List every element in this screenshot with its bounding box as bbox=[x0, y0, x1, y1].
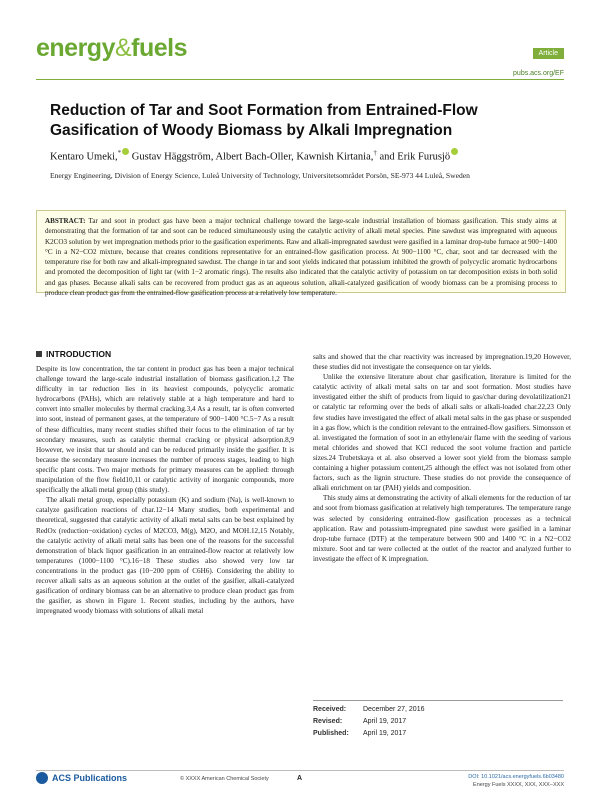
published-date: April 19, 2017 bbox=[363, 730, 407, 737]
page-number: A bbox=[297, 775, 303, 782]
affiliation: Energy Engineering, Division of Energy Science, Luleå University of Technology, Universitetsområdet Porsön, SE-973 44 Luleå, Sweden bbox=[50, 171, 470, 180]
received-date: December 27, 2016 bbox=[363, 706, 425, 713]
orcid-icon[interactable] bbox=[122, 148, 129, 155]
abstract-box bbox=[36, 210, 566, 298]
article-title: Reduction of Tar and Soot Formation from Entrained-Flow Gasification of Woody Biomass by Alkali Impregnation bbox=[50, 102, 478, 139]
abstract-text: Tar and soot in product gas have been a major technical challenge toward the large-scale industrial installation of biomass gasification. This study aims at demonstrating that the formation of tar and soot can be reduced simultaneously using the catalytic activity of alkali metal species. Pine sawdust was impregnated with aqueous K2CO3 solution by wet impregnation methods prior to the gasification experiments. Raw and alkali-impregnated sawdust were gasified in a laminar drop-tube furnace at 900−1400 °C in a N2−CO2 mixture, because that creates conditions representative for an entrained-flow gasification process. At 900−1100 °C, char, soot and tar decreased with the temperature rise for both raw and alkali-impregnated sawdust. The change in tar and soot yields indicated that potassium inhibited the growth of polycyclic aromatic hydrocarbons and promoted the decomposition of light tar (with 1−2 aromatic rings). The results also indicated that the catalytic activity of potassium on tar decomposition exists in both solid and gas phases. Because alkali salts can be recovered from product gas as an aqueous solution, alkali-catalyzed gasification of woody biomass can be a promising process to produce clean product gas from the entrained-flow gasification process at a relatively low temperature. bbox=[45, 217, 557, 298]
journal-logo: energy&fuels bbox=[36, 34, 188, 62]
abstract-label: ABSTRACT: bbox=[45, 217, 86, 225]
published-label: Published: bbox=[313, 730, 349, 737]
copyright: © XXXX American Chemical Society bbox=[180, 776, 269, 782]
header-divider bbox=[36, 79, 564, 80]
author-group[interactable]: Gustav Häggström, Albert Bach-Oller, Kawnish Kirtania, bbox=[131, 151, 374, 163]
section-heading-introduction: INTRODUCTION bbox=[36, 349, 111, 359]
left-column bbox=[36, 364, 294, 616]
revised-label: Revised: bbox=[313, 718, 343, 725]
journal-url-link[interactable]: pubs.acs.org/EF bbox=[513, 70, 564, 77]
author-list bbox=[50, 148, 570, 163]
author-last[interactable]: and Erik Furusjö bbox=[379, 151, 451, 163]
revised-date: April 19, 2017 bbox=[363, 718, 407, 725]
paragraph: Unlike the extensive literature about char gasification, literature is limited for the catalytic activity of alkali metal salts on tar and soot formation. Most studies have investigated either the shift of products from liquid to gas/char during devolatilization21 or catalytic tar reforming over the beds of alkali salts or alkali-loaded char.22,23 Only few studies have investigated the effect of alkali metal salts in the gas phase or suspended in a gas flow, which is the condition relevant to the entrained-flow gasifiers. Simonsson et al. investigated the formation of soot in an ethylene/air flame with the seeding of various metal chlorides and showed that KCl reduced the soot volume fraction and particle sizes.24 Trubetskaya et al. also observed a lower soot yield from the biomass sample containing a higher potassium content,25 although the effect was not isolated from other factors, such as the lignin structure. These studies do not provide the consequence of alkali enrichment on tar (PAH) yields and composition. bbox=[313, 373, 571, 493]
acs-logo-icon bbox=[36, 772, 48, 784]
publisher-logo[interactable]: ACS Publications bbox=[36, 772, 127, 784]
citation: Energy Fuels XXXX, XXX, XXX−XXX bbox=[473, 782, 564, 788]
affiliation-mark: † bbox=[373, 149, 377, 157]
section-bullet-icon bbox=[36, 351, 42, 357]
right-column bbox=[313, 352, 571, 564]
corresponding-mark: * bbox=[117, 149, 122, 157]
footer-divider bbox=[36, 770, 564, 771]
article-dates bbox=[313, 700, 563, 740]
doi-block bbox=[468, 773, 564, 789]
paragraph: salts and showed that the char reactivity was increased by impregnation.19,20 However, these studies did not investigate the consequence on tar yields. bbox=[313, 353, 571, 372]
paragraph: This study aims at demonstrating the activity of alkali elements for the reduction of tar and soot from biomass gasification at relatively high temperatures. The temperature range was selected by considering entrained-flow gasification processes as a technical application. Raw and potassium-impregnated pine sawdust were gasified in a laminar drop-tube furnace (DTF) at the temperature between 900 and 1400 °C in a N2−CO2 mixture. Soot and tar were collected at the outlet of the reactor and analyzed further to investigate the effect of K impregnation. bbox=[313, 494, 571, 563]
orcid-icon[interactable] bbox=[451, 148, 458, 155]
paragraph: Despite its low concentration, the tar content in product gas has been a major technical challenge toward the large-scale industrial installation of biomass gasification.1,2 The difficulty in tar reduction lies in its heaviest compounds, polycyclic aromatic hydrocarbons (PAHs), which are relatively stable at a high temperature and hard to convert into smaller molecules by thermal cracking.3,4 As a result, tar is often converted into soot, instead of permanent gases, at the temperature of 900−1400 °C.5−7 As a result of these difficulties, many recent studies shifted their focus to the elimination of tar by secondary measures, such as catalytic thermal cracking or physical adsorption.8,9 However, we insist that tar should and can be reduced primarily inside the gasifier. It is because the secondary measure increases the number of process stages, leading to high specific plant costs. Two major methods for primary measures can be applied: through manipulation of the flow field10,11 or catalytic activity of inorganic compounds, more specifically the alkali metal group (this study). bbox=[36, 365, 294, 495]
author-1[interactable]: Kentaro Umeki, bbox=[50, 151, 118, 163]
doi-link[interactable]: DOI: 10.1021/acs.energyfuels.6b03480 bbox=[468, 774, 564, 780]
paragraph: The alkali metal group, especially potassium (K) and sodium (Na), is well-known to catalyze gasification reactions of char.12−14 Many studies, both experimental and theoretical, suggested that catalytic activity of alkali metal salts can be best explained by RedOx (reduction−oxidation) cycles of M2CO3, M(g), M2O, and MOH.12,15 Notably, the catalytic activity of alkali metal salts has been one of the reasons for the successful demonstration of black liquor gasification in an entrained-flow reactor at relatively low temperatures (1000−1100 °C).16−18 These studies also showed very low tar concentrations in the product gas (10−200 ppm of C6H6). Considering the ability to recover alkali salts as an aqueous solution at the outlet of the gasifier, alkali-catalyzed gasification of ordinary biomass can be an alternative to produce clean product gas from the gasifier, as shown in Figure 1. Recent studies, including by the authors, have impregnated woody biomass with solutions of alkali metal bbox=[36, 496, 294, 616]
received-label: Received: bbox=[313, 706, 347, 713]
article-type-badge: Article bbox=[533, 48, 564, 59]
